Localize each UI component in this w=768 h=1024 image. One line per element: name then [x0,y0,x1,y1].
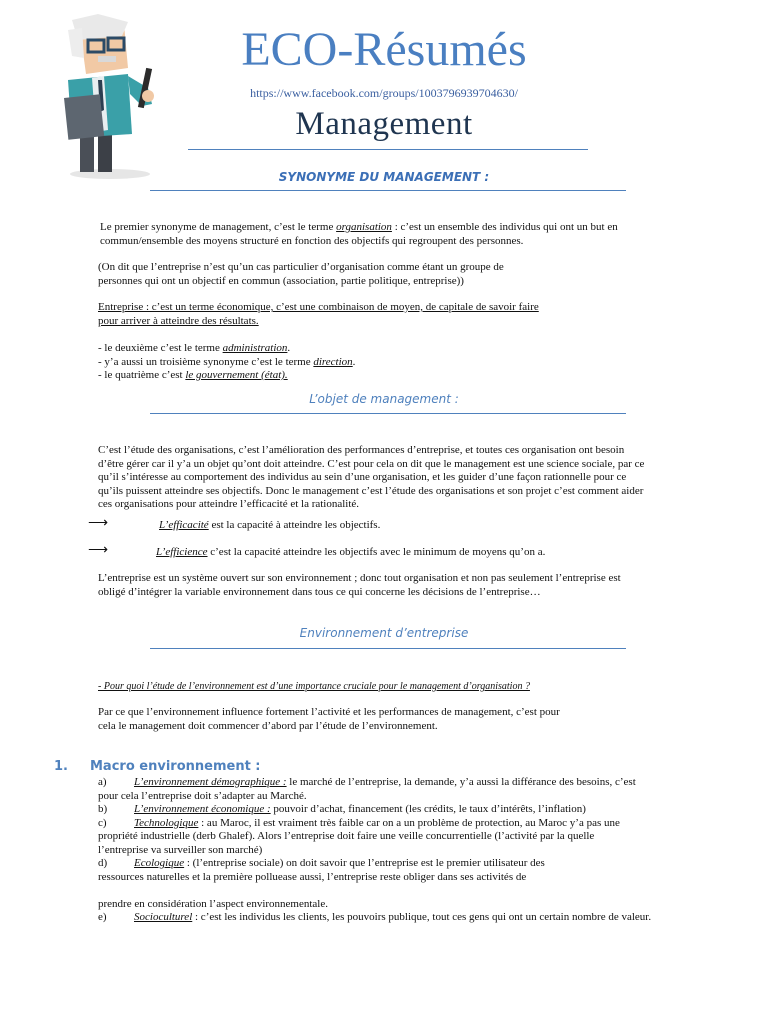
term-demographique: L’environnement démographique : [134,776,287,788]
list-item: a) L’environnement démographique : le marché de l’entreprise, la demande, y’a aussi la différance des besoins, c’est [98,776,636,788]
section-heading-synonyme: SYNONYME DU MANAGEMENT : [278,170,490,184]
text: pour arriver à atteindre des résultats. [98,314,259,327]
list-item: - le deuxième c’est le terme administration. [98,342,291,354]
term-technologique: Technologique [134,816,199,829]
environnement-question: - Pour quoi l’étude de l’environnement est d’une importance cruciale pour le management d’organisation ? [98,681,530,692]
section-divider [150,648,626,649]
efficience-line: L’efficience c’est la capacité atteindre les objectifs avec le minimum de moyens qu’on a. [156,546,546,558]
text: : c’est un ensemble des individus qui ont un but en [391,221,618,233]
list-item: b) L’environnement économique : pouvoir d’achat, financement (les crédits, le taux d’intérêts, l’inflation) [98,803,586,815]
text-line: Par ce que l’environnement influence fortement l’activité et les performances de management, c’est pour [98,706,560,718]
section-heading-macro: Macro environnement : [90,759,261,774]
term-gouvernement: le gouvernement (état). [185,369,288,381]
text: commun/ensemble des moyens structuré en fonction des objectifs qui regroupent des personnes. [100,234,524,247]
list-item: d) Ecologique : (l’entreprise sociale) on doit savoir que l’entreprise est le premier utilisateur des [98,857,545,869]
section-divider [150,190,626,191]
synonyme-list [98,342,698,383]
text-line: qu’ils puissent atteindre ses objectifs. Donc le management c’est l’étude des organisations et son projet c’est comment aider [98,484,644,497]
list-item-continuation: prendre en considération l’aspect environnementale. [98,897,328,910]
objet-paragraph [98,444,698,512]
term-organisation: organisation [336,221,392,233]
list-item-continuation: ressources naturelles et la première polluease aussi, l’entreprise reste obliger dans ses activités de [98,870,527,883]
synonyme-paragraph-entreprise [98,301,698,328]
text-line: obligé d’intégrer la variable environnement dans tous ce qui concerne les décisions de l’entreprise… [98,585,541,598]
macro-section-number: 1. [54,759,68,774]
list-item: e) Socioculturel : c’est les individus les clients, les pouvoirs publique, tout ces gens qui ont un certain nombre de valeur. [98,911,652,923]
section-heading-environnement: Environnement d’entreprise [299,626,469,640]
term-direction: direction [313,355,353,368]
text-line: cela le management doit commencer d’abord par l’étude de l’environnement. [98,719,438,732]
section-divider [150,413,626,414]
text: Le premier synonyme de management, c’est le terme [100,221,337,233]
text: (On dit que l’entreprise n’est qu’un cas particulier d’organisation comme étant un groupe de [98,261,504,273]
term-efficacite: L’efficacité [159,519,209,531]
text-line: L’entreprise est un système ouvert sur son environnement ; donc tout organisation et non pas seulement l’entreprise est [98,572,621,584]
page-title: Management [295,106,473,142]
text-line: C’est l’étude des organisations, c’est l’amélioration des performances d’entreprise, et toutes ces organisation ont besoin [98,444,625,456]
list-item: - y’a aussi un troisième synonyme c’est le terme direction. [98,355,356,368]
list-item: c) Technologique : au Maroc, il est vraiment très faible car on a un problème de protection, au Maroc y’a pas une [98,816,620,829]
term-efficience: L’efficience [156,546,208,558]
facebook-group-link[interactable]: https://www.facebook.com/groups/1003796939704630/ [250,86,518,100]
term-economique: L’environnement économique : [134,803,271,815]
term-socioculturel: Socioculturel [134,911,193,923]
section-heading-objet: L’objet de management : [309,392,459,406]
term-ecologique: Ecologique [134,857,185,869]
list-item: - le quatrième c’est le gouvernement (état). [98,369,288,381]
text-line: d’être gérer car il y’a un objet qu’ont doit atteindre. C’est pour cela on dit que le management est une science sociale, par ce [98,457,645,470]
spacer [98,884,698,898]
macro-list [98,776,698,925]
list-item-continuation: pour cela l’entreprise doit s’adapter au Marché. [98,789,307,802]
synonyme-paragraph-2 [98,261,698,288]
list-item-continuation: propriété industrielle (derb Ghalef). Alors l’entreprise doit faire une veille concurrentielle (l’activité par la quelle [98,830,595,842]
term-administration: administration [222,342,288,354]
right-arrow-icon: ⟶ [88,543,109,558]
efficacite-line: L’efficacité est la capacité à atteindre les objectifs. [159,519,381,531]
environnement-intro-paragraph [98,572,698,599]
environnement-answer [98,706,698,733]
text-line: qu’il s’intéresse au comportement des individus au sein d’une organisation, et les guider d’une façon rationnelle pour ce [98,471,627,483]
brand-title: ECO-Résumés [241,23,527,76]
synonyme-paragraph-1 [100,221,700,248]
title-divider [188,149,588,150]
right-arrow-icon: ⟶ [88,516,109,531]
text: Entreprise : c’est un terme économique, c’est une combinaison de moyen, de capitale de savoir faire [98,301,539,313]
text: personnes qui ont un objectif en commun (association, partie politique, entreprise)) [98,274,464,287]
text-line: ces organisations pour atteindre l’efficacité et la rationalité. [98,498,360,510]
list-item-continuation: l’entreprise va surveiller son marché) [98,843,263,856]
